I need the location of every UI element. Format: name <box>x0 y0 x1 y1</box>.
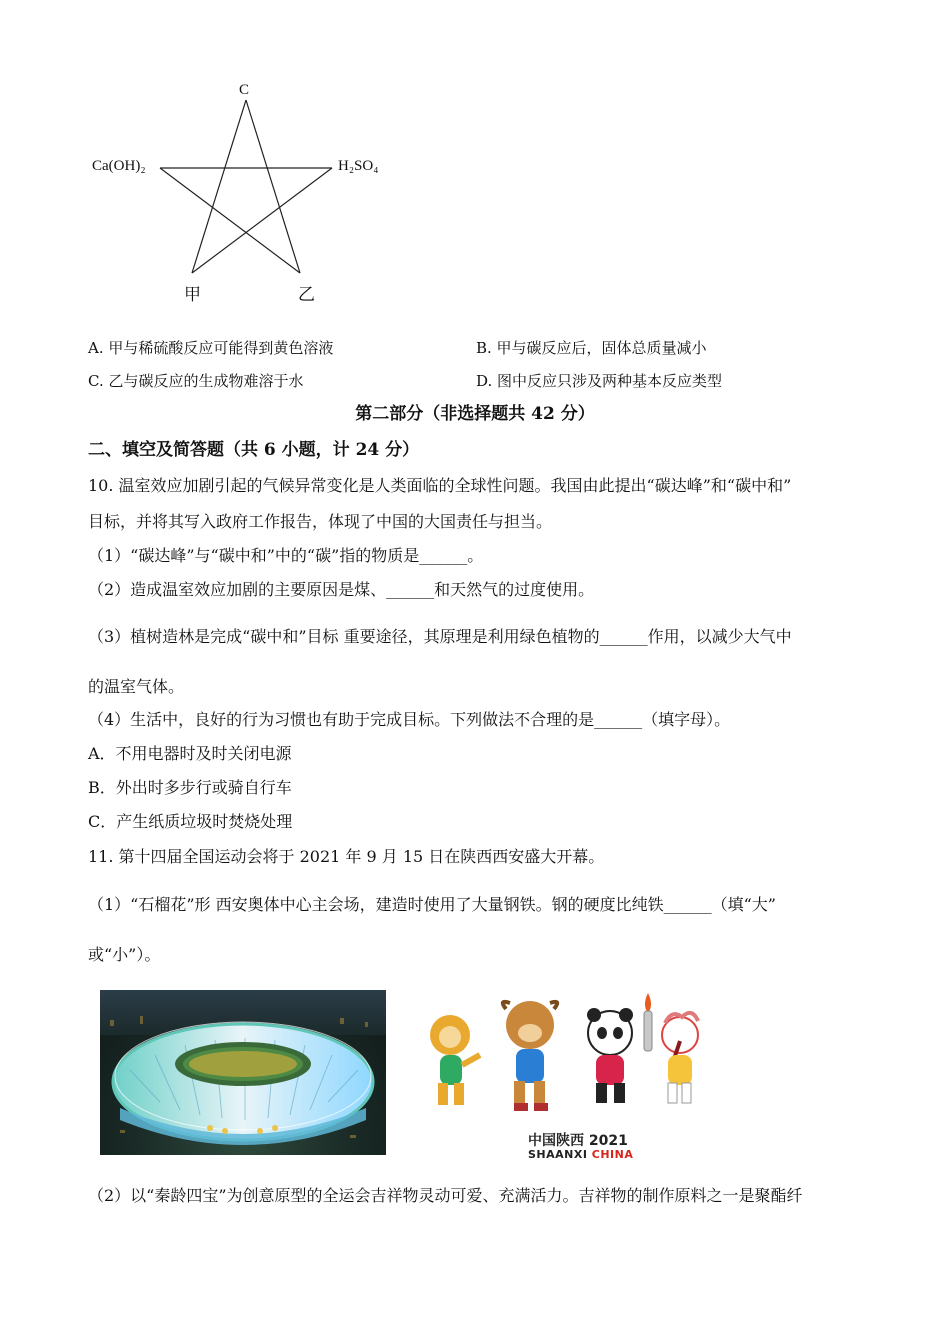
q10-sub1: （1）“碳达峰”与“碳中和”中的“碳”指的物质是______。 <box>88 546 484 565</box>
star-diagram <box>80 75 410 310</box>
torch-icon <box>644 993 652 1051</box>
q11-sub2-line1: （2）以“秦龄四宝”为创意原型的全运会吉祥物灵动可爱、充满活力。吉祥物的制作原料之一是聚酯纤 <box>88 1186 803 1205</box>
mascot-monkey <box>430 1015 480 1105</box>
part2-title: 第二部分（非选择题共 42 分） <box>355 404 595 424</box>
star-label-top: C <box>239 82 250 98</box>
mascot-caption-en-b: CHINA <box>591 1148 634 1161</box>
mascot-caption-cn: 中国陕西 2021 <box>528 1133 628 1149</box>
q11-stem: 11. 第十四届全国运动会将于 2021 年 9 月 15 日在陕西西安盛大开幕。 <box>88 847 605 866</box>
q9-option-b: B. 甲与碳反应后，固体总质量减小 <box>476 339 707 357</box>
q9-option-a: A. 甲与稀硫酸反应可能得到黄色溶液 <box>88 339 334 357</box>
star-label-bottom-left: 甲 <box>184 285 201 305</box>
q10-option-c: C．产生纸质垃圾时焚烧处理 <box>88 812 293 831</box>
mascot-ibis <box>662 1013 698 1103</box>
stadium-photo <box>100 990 386 1155</box>
star-label-left: Ca(OH)₂ <box>92 158 146 174</box>
star-label-bottom-right: 乙 <box>298 285 315 305</box>
q10-stem-line1: 10. 温室效应加剧引起的气候异常变化是人类面临的全球性问题。我国由此提出“碳达峰”和“碳中和” <box>88 476 792 495</box>
q10-option-a: A．不用电器时及时关闭电源 <box>88 744 292 763</box>
star-edge <box>192 100 246 273</box>
mascot-caption-en <box>528 1148 633 1161</box>
mascot-takin <box>503 1001 557 1111</box>
mascot-caption-en-a: SHAANXI <box>528 1148 592 1161</box>
star-edge <box>246 100 300 273</box>
q10-sub3-line2: 的温室气体。 <box>88 677 185 696</box>
q10-stem-line2: 目标，并将其写入政府工作报告，体现了中国的大国责任与担当。 <box>88 512 553 531</box>
star-label-right: H₂SO₄ <box>338 158 379 174</box>
mascot-panda <box>587 1008 633 1103</box>
q11-sub1-line1: （1）“石榴花”形 西安奥体中心主会场，建造时使用了大量钢铁。钢的硬度比纯铁______（填“大” <box>88 895 776 914</box>
q9-option-d: D. 图中反应只涉及两种基本反应类型 <box>476 372 723 390</box>
q10-option-b: B．外出时多步行或骑自行车 <box>88 778 292 797</box>
star-edge <box>192 168 332 273</box>
q10-sub2: （2）造成温室效应加剧的主要原因是煤、______和天然气的过度使用。 <box>88 580 595 599</box>
q11-sub1-line2: 或“小”）。 <box>88 945 161 964</box>
section2-title: 二、填空及简答题（共 6 小题，计 24 分） <box>88 440 420 460</box>
star-edge <box>160 168 300 273</box>
mascot-image <box>410 985 740 1165</box>
q10-sub4: （4）生活中，良好的行为习惯也有助于完成目标。下列做法不合理的是______（填字母）。 <box>88 710 731 729</box>
q9-option-c: C. 乙与碳反应的生成物难溶于水 <box>88 372 304 390</box>
q10-sub3-line1: （3）植树造林是完成“碳中和”目标 重要途径，其原理是利用绿色植物的______作用，以减少大气中 <box>88 627 792 646</box>
